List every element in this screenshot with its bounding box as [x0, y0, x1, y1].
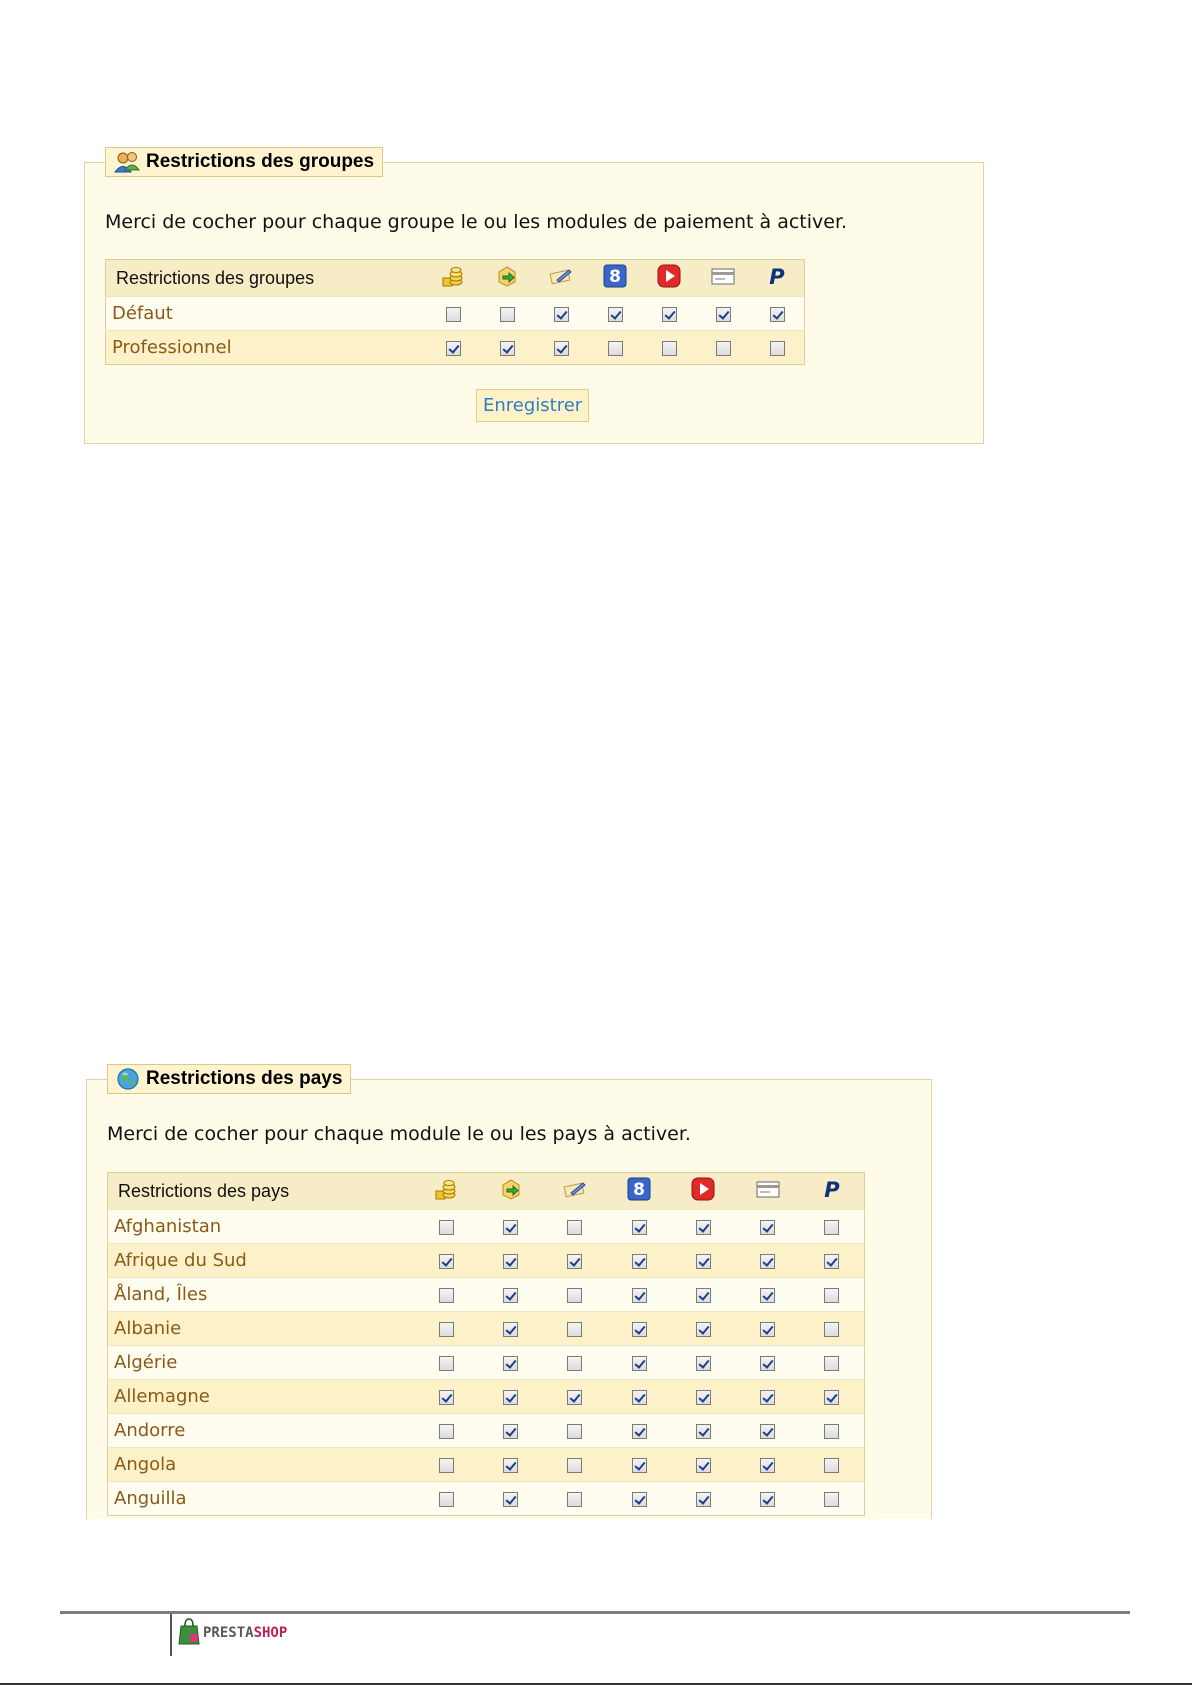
checkbox-cell	[543, 1414, 607, 1448]
row-label: Åland, Îles	[108, 1278, 415, 1312]
checkbox-cell	[543, 1448, 607, 1482]
checkbox-transfer[interactable]	[503, 1424, 518, 1439]
card-icon	[756, 1185, 780, 1205]
checkbox-cell	[607, 1312, 671, 1346]
checkbox-cell	[543, 1278, 607, 1312]
group-restrictions-table	[105, 259, 805, 365]
checkbox-transfer[interactable]	[503, 1288, 518, 1303]
checkbox-cell	[671, 1346, 735, 1380]
checkbox-cell	[479, 1448, 543, 1482]
table-row	[106, 297, 805, 331]
checkbox-cell	[642, 331, 696, 365]
checkbox-cash[interactable]	[439, 1356, 454, 1371]
checkbox-cheque[interactable]	[567, 1322, 582, 1337]
table-row	[108, 1482, 865, 1516]
logo-text-shop: SHOP	[253, 1625, 288, 1641]
row-label: Angola	[108, 1448, 415, 1482]
checkbox-cell	[671, 1482, 735, 1516]
shopping-bag-icon	[178, 1616, 200, 1650]
checkbox-cell	[414, 1244, 478, 1278]
checkbox-cell	[479, 1380, 543, 1414]
checkbox-cell	[543, 1346, 607, 1380]
checkbox-google-checkout[interactable]	[608, 307, 623, 322]
country-restrictions-title: Restrictions des pays	[146, 1068, 343, 1089]
checkbox-card[interactable]	[760, 1220, 775, 1235]
checkbox-hipay[interactable]	[696, 1254, 711, 1269]
checkbox-cell	[607, 1210, 671, 1244]
row-label: Algérie	[108, 1346, 415, 1380]
svg-text:8: 8	[633, 1179, 646, 1200]
row-label: Anguilla	[108, 1482, 415, 1516]
checkbox-card[interactable]	[760, 1390, 775, 1405]
table-row	[106, 331, 805, 365]
checkbox-transfer[interactable]	[503, 1390, 518, 1405]
checkbox-cell	[479, 1278, 543, 1312]
checkbox-cash[interactable]	[439, 1390, 454, 1405]
checkbox-cell	[588, 297, 642, 331]
column-header-google-checkout	[588, 260, 642, 297]
row-label: Allemagne	[108, 1380, 415, 1414]
checkbox-cell	[414, 1482, 478, 1516]
checkbox-cell	[750, 297, 805, 331]
checkbox-cell	[800, 1482, 865, 1516]
row-label: Professionnel	[106, 331, 427, 365]
checkbox-cell	[736, 1414, 800, 1448]
checkbox-transfer[interactable]	[503, 1356, 518, 1371]
checkbox-cell	[588, 331, 642, 365]
country-restrictions-intro: Merci de cocher pour chaque module le ou les pays à activer.	[107, 1123, 691, 1145]
cheque-icon	[563, 1185, 587, 1205]
paypal-icon	[820, 1177, 844, 1205]
checkbox-cell	[696, 331, 750, 365]
checkbox-cell	[736, 1346, 800, 1380]
checkbox-hipay[interactable]	[696, 1458, 711, 1473]
checkbox-google-checkout[interactable]	[632, 1390, 647, 1405]
checkbox-hipay[interactable]	[696, 1390, 711, 1405]
checkbox-paypal[interactable]	[824, 1254, 839, 1269]
checkbox-cheque[interactable]	[567, 1424, 582, 1439]
checkbox-hipay[interactable]	[696, 1356, 711, 1371]
logo-text-presta: PRESTA	[203, 1625, 254, 1641]
column-header-hipay	[642, 260, 696, 297]
column-header-cash	[426, 260, 480, 297]
checkbox-cell	[671, 1244, 735, 1278]
checkbox-cell	[543, 1380, 607, 1414]
row-label: Albanie	[108, 1312, 415, 1346]
table-row	[108, 1312, 865, 1346]
checkbox-paypal[interactable]	[824, 1356, 839, 1371]
checkbox-cheque[interactable]	[554, 307, 569, 322]
checkbox-cell	[736, 1482, 800, 1516]
checkbox-cell	[479, 1244, 543, 1278]
checkbox-cell	[800, 1380, 865, 1414]
svg-text:P: P	[769, 264, 785, 288]
cash-icon	[434, 1185, 458, 1205]
checkbox-cell	[414, 1210, 478, 1244]
checkbox-cell	[479, 1312, 543, 1346]
checkbox-cell	[607, 1482, 671, 1516]
checkbox-cell	[671, 1448, 735, 1482]
checkbox-cell	[479, 1210, 543, 1244]
checkbox-cell	[479, 1414, 543, 1448]
table-row	[108, 1414, 865, 1448]
group-restrictions-title: Restrictions des groupes	[146, 151, 375, 172]
checkbox-cell	[671, 1210, 735, 1244]
checkbox-cheque[interactable]	[567, 1458, 582, 1473]
checkbox-transfer[interactable]	[500, 341, 515, 356]
footer-divider	[170, 1614, 172, 1656]
checkbox-google-checkout[interactable]	[632, 1492, 647, 1507]
google-checkout-icon	[603, 266, 627, 292]
checkbox-cash[interactable]	[439, 1458, 454, 1473]
table-row	[108, 1448, 865, 1482]
checkbox-transfer[interactable]	[503, 1220, 518, 1235]
checkbox-google-checkout[interactable]	[632, 1356, 647, 1371]
checkbox-cheque[interactable]	[567, 1220, 582, 1235]
checkbox-cell	[480, 297, 534, 331]
checkbox-cell	[414, 1346, 478, 1380]
checkbox-cell	[480, 331, 534, 365]
checkbox-cell	[426, 331, 480, 365]
checkbox-google-checkout[interactable]	[632, 1322, 647, 1337]
checkbox-cash[interactable]	[439, 1220, 454, 1235]
group-restrictions-panel	[84, 151, 984, 444]
table-header-row	[106, 260, 805, 297]
card-icon	[711, 272, 735, 292]
checkbox-cell	[414, 1278, 478, 1312]
checkbox-card[interactable]	[716, 307, 731, 322]
checkbox-cheque[interactable]	[567, 1356, 582, 1371]
hipay-icon	[657, 272, 681, 292]
checkbox-cash[interactable]	[446, 307, 461, 322]
checkbox-google-checkout[interactable]	[632, 1220, 647, 1235]
transfer-icon	[499, 1185, 523, 1205]
checkbox-cash[interactable]	[439, 1424, 454, 1439]
checkbox-paypal[interactable]	[824, 1458, 839, 1473]
checkbox-google-checkout[interactable]	[632, 1288, 647, 1303]
users-icon	[114, 150, 140, 174]
checkbox-cheque[interactable]	[567, 1390, 582, 1405]
checkbox-cell	[800, 1244, 865, 1278]
checkbox-cell	[414, 1380, 478, 1414]
checkbox-cell	[671, 1278, 735, 1312]
table-row	[108, 1244, 865, 1278]
checkbox-cell	[736, 1448, 800, 1482]
checkbox-hipay[interactable]	[662, 307, 677, 322]
paypal-icon	[765, 264, 789, 292]
column-header-transfer	[479, 1173, 543, 1210]
group-restrictions-intro: Merci de cocher pour chaque groupe le ou les modules de paiement à activer.	[105, 211, 848, 233]
table-row	[108, 1210, 865, 1244]
checkbox-paypal[interactable]	[824, 1288, 839, 1303]
checkbox-cell	[800, 1414, 865, 1448]
checkbox-card[interactable]	[760, 1322, 775, 1337]
prestashop-logo	[178, 1616, 287, 1650]
checkbox-card[interactable]	[760, 1356, 775, 1371]
checkbox-transfer[interactable]	[500, 307, 515, 322]
transfer-icon	[495, 272, 519, 292]
checkbox-cheque[interactable]	[567, 1492, 582, 1507]
checkbox-cell	[414, 1448, 478, 1482]
footer-rule	[60, 1611, 1130, 1614]
checkbox-paypal[interactable]	[824, 1390, 839, 1405]
country-restrictions-legend	[107, 1064, 351, 1094]
row-label: Afghanistan	[108, 1210, 415, 1244]
checkbox-card[interactable]	[760, 1424, 775, 1439]
checkbox-cell	[750, 331, 805, 365]
table-header-row	[108, 1173, 865, 1210]
column-header-label: Restrictions des groupes	[106, 260, 427, 297]
checkbox-cell	[800, 1312, 865, 1346]
checkbox-cell	[414, 1414, 478, 1448]
checkbox-transfer[interactable]	[503, 1254, 518, 1269]
checkbox-hipay[interactable]	[696, 1288, 711, 1303]
save-button[interactable]: Enregistrer	[476, 389, 589, 422]
checkbox-transfer[interactable]	[503, 1492, 518, 1507]
table-row	[108, 1278, 865, 1312]
checkbox-paypal[interactable]	[770, 307, 785, 322]
table-row	[108, 1346, 865, 1380]
country-restrictions-table	[107, 1172, 865, 1516]
column-header-label: Restrictions des pays	[108, 1173, 415, 1210]
checkbox-cell	[607, 1414, 671, 1448]
checkbox-cell	[607, 1244, 671, 1278]
column-header-cash	[414, 1173, 478, 1210]
checkbox-cash[interactable]	[439, 1322, 454, 1337]
checkbox-cell	[800, 1278, 865, 1312]
checkbox-cell	[736, 1210, 800, 1244]
country-restrictions-panel	[86, 1068, 932, 1519]
checkbox-cell	[543, 1210, 607, 1244]
column-header-paypal	[750, 260, 805, 297]
checkbox-cell	[543, 1244, 607, 1278]
column-header-cheque	[543, 1173, 607, 1210]
checkbox-paypal[interactable]	[824, 1220, 839, 1235]
checkbox-paypal[interactable]	[770, 341, 785, 356]
column-header-cheque	[534, 260, 588, 297]
checkbox-hipay[interactable]	[696, 1322, 711, 1337]
cheque-icon	[549, 272, 573, 292]
cash-icon	[441, 272, 465, 292]
checkbox-cell	[607, 1346, 671, 1380]
checkbox-cell	[479, 1482, 543, 1516]
column-header-google-checkout	[607, 1173, 671, 1210]
checkbox-cash[interactable]	[439, 1492, 454, 1507]
checkbox-cell	[479, 1346, 543, 1380]
table-row	[108, 1380, 865, 1414]
checkbox-cash[interactable]	[439, 1254, 454, 1269]
group-restrictions-legend	[105, 147, 383, 177]
checkbox-hipay[interactable]	[696, 1424, 711, 1439]
checkbox-cheque[interactable]	[554, 341, 569, 356]
row-label: Andorre	[108, 1414, 415, 1448]
checkbox-cell	[607, 1380, 671, 1414]
logo-wordmark	[203, 1625, 287, 1641]
checkbox-transfer[interactable]	[503, 1458, 518, 1473]
checkbox-cell	[736, 1244, 800, 1278]
checkbox-cell	[671, 1312, 735, 1346]
checkbox-paypal[interactable]	[824, 1492, 839, 1507]
checkbox-cell	[800, 1448, 865, 1482]
svg-text:P: P	[824, 1177, 840, 1201]
checkbox-card[interactable]	[716, 341, 731, 356]
checkbox-google-checkout[interactable]	[608, 341, 623, 356]
column-header-paypal	[800, 1173, 865, 1210]
checkbox-card[interactable]	[760, 1254, 775, 1269]
checkbox-cell	[800, 1346, 865, 1380]
checkbox-hipay[interactable]	[662, 341, 677, 356]
hipay-icon	[691, 1185, 715, 1205]
checkbox-cell	[736, 1278, 800, 1312]
checkbox-cell	[543, 1312, 607, 1346]
checkbox-hipay[interactable]	[696, 1492, 711, 1507]
checkbox-cell	[543, 1482, 607, 1516]
checkbox-cash[interactable]	[446, 341, 461, 356]
checkbox-hipay[interactable]	[696, 1220, 711, 1235]
checkbox-cell	[800, 1210, 865, 1244]
checkbox-cell	[607, 1448, 671, 1482]
checkbox-cell	[671, 1414, 735, 1448]
column-header-hipay	[671, 1173, 735, 1210]
checkbox-cell	[426, 297, 480, 331]
svg-text:8: 8	[609, 266, 621, 287]
checkbox-card[interactable]	[760, 1492, 775, 1507]
checkbox-google-checkout[interactable]	[632, 1424, 647, 1439]
checkbox-card[interactable]	[760, 1458, 775, 1473]
column-header-card	[736, 1173, 800, 1210]
checkbox-paypal[interactable]	[824, 1322, 839, 1337]
row-label: Défaut	[106, 297, 427, 331]
checkbox-cheque[interactable]	[567, 1288, 582, 1303]
checkbox-cell	[534, 297, 588, 331]
column-header-transfer	[480, 260, 534, 297]
row-label: Afrique du Sud	[108, 1244, 415, 1278]
checkbox-card[interactable]	[760, 1288, 775, 1303]
checkbox-transfer[interactable]	[503, 1322, 518, 1337]
google-checkout-icon	[627, 1179, 651, 1205]
checkbox-google-checkout[interactable]	[632, 1254, 647, 1269]
checkbox-cell	[696, 297, 750, 331]
globe-icon	[116, 1067, 140, 1091]
checkbox-paypal[interactable]	[824, 1424, 839, 1439]
checkbox-cell	[642, 297, 696, 331]
column-header-card	[696, 260, 750, 297]
checkbox-cheque[interactable]	[567, 1254, 582, 1269]
checkbox-cell	[414, 1312, 478, 1346]
checkbox-cell	[736, 1312, 800, 1346]
checkbox-cell	[534, 331, 588, 365]
checkbox-cell	[736, 1380, 800, 1414]
checkbox-cell	[607, 1278, 671, 1312]
checkbox-google-checkout[interactable]	[632, 1458, 647, 1473]
checkbox-cell	[671, 1380, 735, 1414]
checkbox-cash[interactable]	[439, 1288, 454, 1303]
